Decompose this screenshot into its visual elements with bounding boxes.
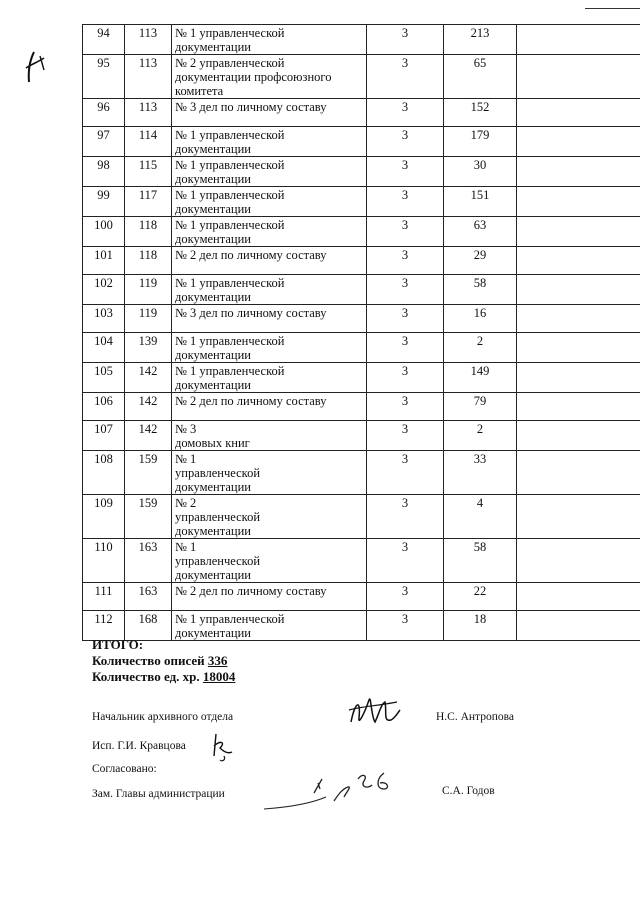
notes-cell — [517, 393, 640, 421]
notes-cell — [517, 611, 640, 641]
fond-number-cell: 142 — [125, 421, 172, 451]
fond-number-cell: 115 — [125, 157, 172, 187]
totals-inventories — [92, 653, 235, 669]
notes-cell — [517, 217, 640, 247]
value-cell-1: 3 — [367, 495, 444, 539]
value-cell-1: 3 — [367, 421, 444, 451]
inventory-description-cell: № 2 управленческой документации — [172, 495, 367, 539]
inventories-value: 336 — [207, 653, 228, 668]
table-row — [83, 55, 640, 99]
row-number-cell: 110 — [83, 539, 125, 583]
notes-cell — [517, 583, 640, 611]
row-number-cell: 103 — [83, 305, 125, 333]
row-number-cell: 108 — [83, 451, 125, 495]
fond-number-cell: 114 — [125, 127, 172, 157]
executor-initials — [208, 730, 238, 764]
inventory-description-cell: № 1 управленческой документации — [172, 217, 367, 247]
deputy-signature — [262, 767, 402, 817]
value-cell-1: 3 — [367, 247, 444, 275]
fond-number-cell: 159 — [125, 495, 172, 539]
fond-number-cell: 113 — [125, 25, 172, 55]
units-label: Количество ед. хр. — [92, 669, 200, 684]
table-row — [83, 247, 640, 275]
archive-register-table — [82, 24, 640, 641]
value-cell-1: 3 — [367, 55, 444, 99]
inventory-description-cell: № 1 управленческой документации — [172, 25, 367, 55]
value-cell-1: 3 — [367, 539, 444, 583]
table-row — [83, 611, 640, 641]
value-cell-2: 30 — [444, 157, 517, 187]
value-cell-2: 58 — [444, 275, 517, 305]
notes-cell — [517, 187, 640, 217]
fond-number-cell: 119 — [125, 275, 172, 305]
value-cell-1: 3 — [367, 333, 444, 363]
deputy-name: С.А. Годов — [442, 785, 495, 797]
table-row — [83, 495, 640, 539]
notes-cell — [517, 333, 640, 363]
executor-line: Исп. Г.И. Кравцова — [92, 740, 186, 752]
fond-number-cell: 163 — [125, 539, 172, 583]
inventory-description-cell: № 2 дел по личному составу — [172, 583, 367, 611]
row-number-cell: 100 — [83, 217, 125, 247]
fond-number-cell: 159 — [125, 451, 172, 495]
value-cell-1: 3 — [367, 611, 444, 641]
table-row — [83, 421, 640, 451]
value-cell-1: 3 — [367, 127, 444, 157]
value-cell-1: 3 — [367, 451, 444, 495]
value-cell-2: 213 — [444, 25, 517, 55]
row-number-cell: 104 — [83, 333, 125, 363]
table-row — [83, 25, 640, 55]
register-table-body — [83, 25, 640, 641]
value-cell-2: 33 — [444, 451, 517, 495]
row-number-cell: 95 — [83, 55, 125, 99]
fond-number-cell: 163 — [125, 583, 172, 611]
notes-cell — [517, 305, 640, 333]
value-cell-1: 3 — [367, 157, 444, 187]
notes-cell — [517, 495, 640, 539]
inventory-description-cell: № 2 управленческой документации профсоюзного комитета — [172, 55, 367, 99]
row-number-cell: 106 — [83, 393, 125, 421]
row-number-cell: 112 — [83, 611, 125, 641]
notes-cell — [517, 25, 640, 55]
value-cell-1: 3 — [367, 305, 444, 333]
value-cell-2: 58 — [444, 539, 517, 583]
table-row — [83, 275, 640, 305]
value-cell-1: 3 — [367, 187, 444, 217]
row-number-cell: 99 — [83, 187, 125, 217]
table-row — [83, 99, 640, 127]
row-number-cell: 111 — [83, 583, 125, 611]
row-number-cell: 105 — [83, 363, 125, 393]
fond-number-cell: 117 — [125, 187, 172, 217]
inventory-description-cell: № 3 дел по личному составу — [172, 305, 367, 333]
inventory-description-cell: № 1 управленческой документации — [172, 451, 367, 495]
fond-number-cell: 142 — [125, 393, 172, 421]
head-title: Начальник архивного отдела — [92, 711, 234, 723]
fond-number-cell: 168 — [125, 611, 172, 641]
row-number-cell: 107 — [83, 421, 125, 451]
value-cell-1: 3 — [367, 217, 444, 247]
table-row — [83, 127, 640, 157]
inventory-description-cell: № 2 дел по личному составу — [172, 393, 367, 421]
head-name: Н.С. Антропова — [436, 711, 515, 723]
value-cell-2: 22 — [444, 583, 517, 611]
value-cell-2: 79 — [444, 393, 517, 421]
notes-cell — [517, 99, 640, 127]
units-value: 18004 — [202, 669, 236, 684]
value-cell-2: 4 — [444, 495, 517, 539]
notes-cell — [517, 127, 640, 157]
table-row — [83, 451, 640, 495]
value-cell-2: 2 — [444, 421, 517, 451]
table-row — [83, 363, 640, 393]
totals-units — [92, 669, 235, 685]
fond-number-cell: 139 — [125, 333, 172, 363]
row-number-cell: 98 — [83, 157, 125, 187]
inventory-description-cell: № 2 дел по личному составу — [172, 247, 367, 275]
fond-number-cell: 119 — [125, 305, 172, 333]
fond-number-cell: 113 — [125, 99, 172, 127]
notes-cell — [517, 539, 640, 583]
table-row — [83, 539, 640, 583]
table-row — [83, 333, 640, 363]
inventory-description-cell: № 1 управленческой документации — [172, 187, 367, 217]
row-number-cell: 97 — [83, 127, 125, 157]
inventory-description-cell: № 1 управленческой документации — [172, 363, 367, 393]
table-row — [83, 217, 640, 247]
value-cell-1: 3 — [367, 275, 444, 305]
margin-handwritten-mark — [20, 48, 50, 86]
row-number-cell: 109 — [83, 495, 125, 539]
value-cell-1: 3 — [367, 393, 444, 421]
notes-cell — [517, 451, 640, 495]
notes-cell — [517, 363, 640, 393]
inventory-description-cell: № 1 управленческой документации — [172, 333, 367, 363]
value-cell-1: 3 — [367, 363, 444, 393]
inventory-description-cell: № 3 домовых книг — [172, 421, 367, 451]
totals-heading: ИТОГО: — [92, 637, 144, 652]
row-number-cell: 101 — [83, 247, 125, 275]
row-number-cell: 102 — [83, 275, 125, 305]
value-cell-2: 65 — [444, 55, 517, 99]
value-cell-2: 151 — [444, 187, 517, 217]
inventory-description-cell: № 1 управленческой документации — [172, 157, 367, 187]
inventory-description-cell: № 3 дел по личному составу — [172, 99, 367, 127]
head-signature — [345, 692, 405, 734]
inventory-description-cell: № 1 управленческой документации — [172, 275, 367, 305]
table-row — [83, 393, 640, 421]
value-cell-1: 3 — [367, 99, 444, 127]
value-cell-2: 29 — [444, 247, 517, 275]
notes-cell — [517, 55, 640, 99]
deputy-title: Зам. Главы администрации — [92, 788, 225, 800]
value-cell-1: 3 — [367, 25, 444, 55]
value-cell-1: 3 — [367, 583, 444, 611]
table-row — [83, 583, 640, 611]
value-cell-2: 18 — [444, 611, 517, 641]
totals-block — [92, 637, 235, 685]
notes-cell — [517, 421, 640, 451]
table-row — [83, 157, 640, 187]
agreed-label: Согласовано: — [92, 763, 157, 775]
notes-cell — [517, 157, 640, 187]
fond-number-cell: 118 — [125, 247, 172, 275]
table-row — [83, 187, 640, 217]
value-cell-2: 149 — [444, 363, 517, 393]
row-number-cell: 96 — [83, 99, 125, 127]
row-number-cell: 94 — [83, 25, 125, 55]
top-edge-line — [585, 8, 640, 9]
value-cell-2: 63 — [444, 217, 517, 247]
value-cell-2: 2 — [444, 333, 517, 363]
notes-cell — [517, 275, 640, 305]
fond-number-cell: 113 — [125, 55, 172, 99]
notes-cell — [517, 247, 640, 275]
value-cell-2: 179 — [444, 127, 517, 157]
inventory-description-cell: № 1 управленческой документации — [172, 539, 367, 583]
value-cell-2: 152 — [444, 99, 517, 127]
inventories-label: Количество описей — [92, 653, 205, 668]
inventory-description-cell: № 1 управленческой документации — [172, 127, 367, 157]
fond-number-cell: 142 — [125, 363, 172, 393]
inventory-description-cell: № 1 управленческой документации — [172, 611, 367, 641]
fond-number-cell: 118 — [125, 217, 172, 247]
value-cell-2: 16 — [444, 305, 517, 333]
table-row — [83, 305, 640, 333]
